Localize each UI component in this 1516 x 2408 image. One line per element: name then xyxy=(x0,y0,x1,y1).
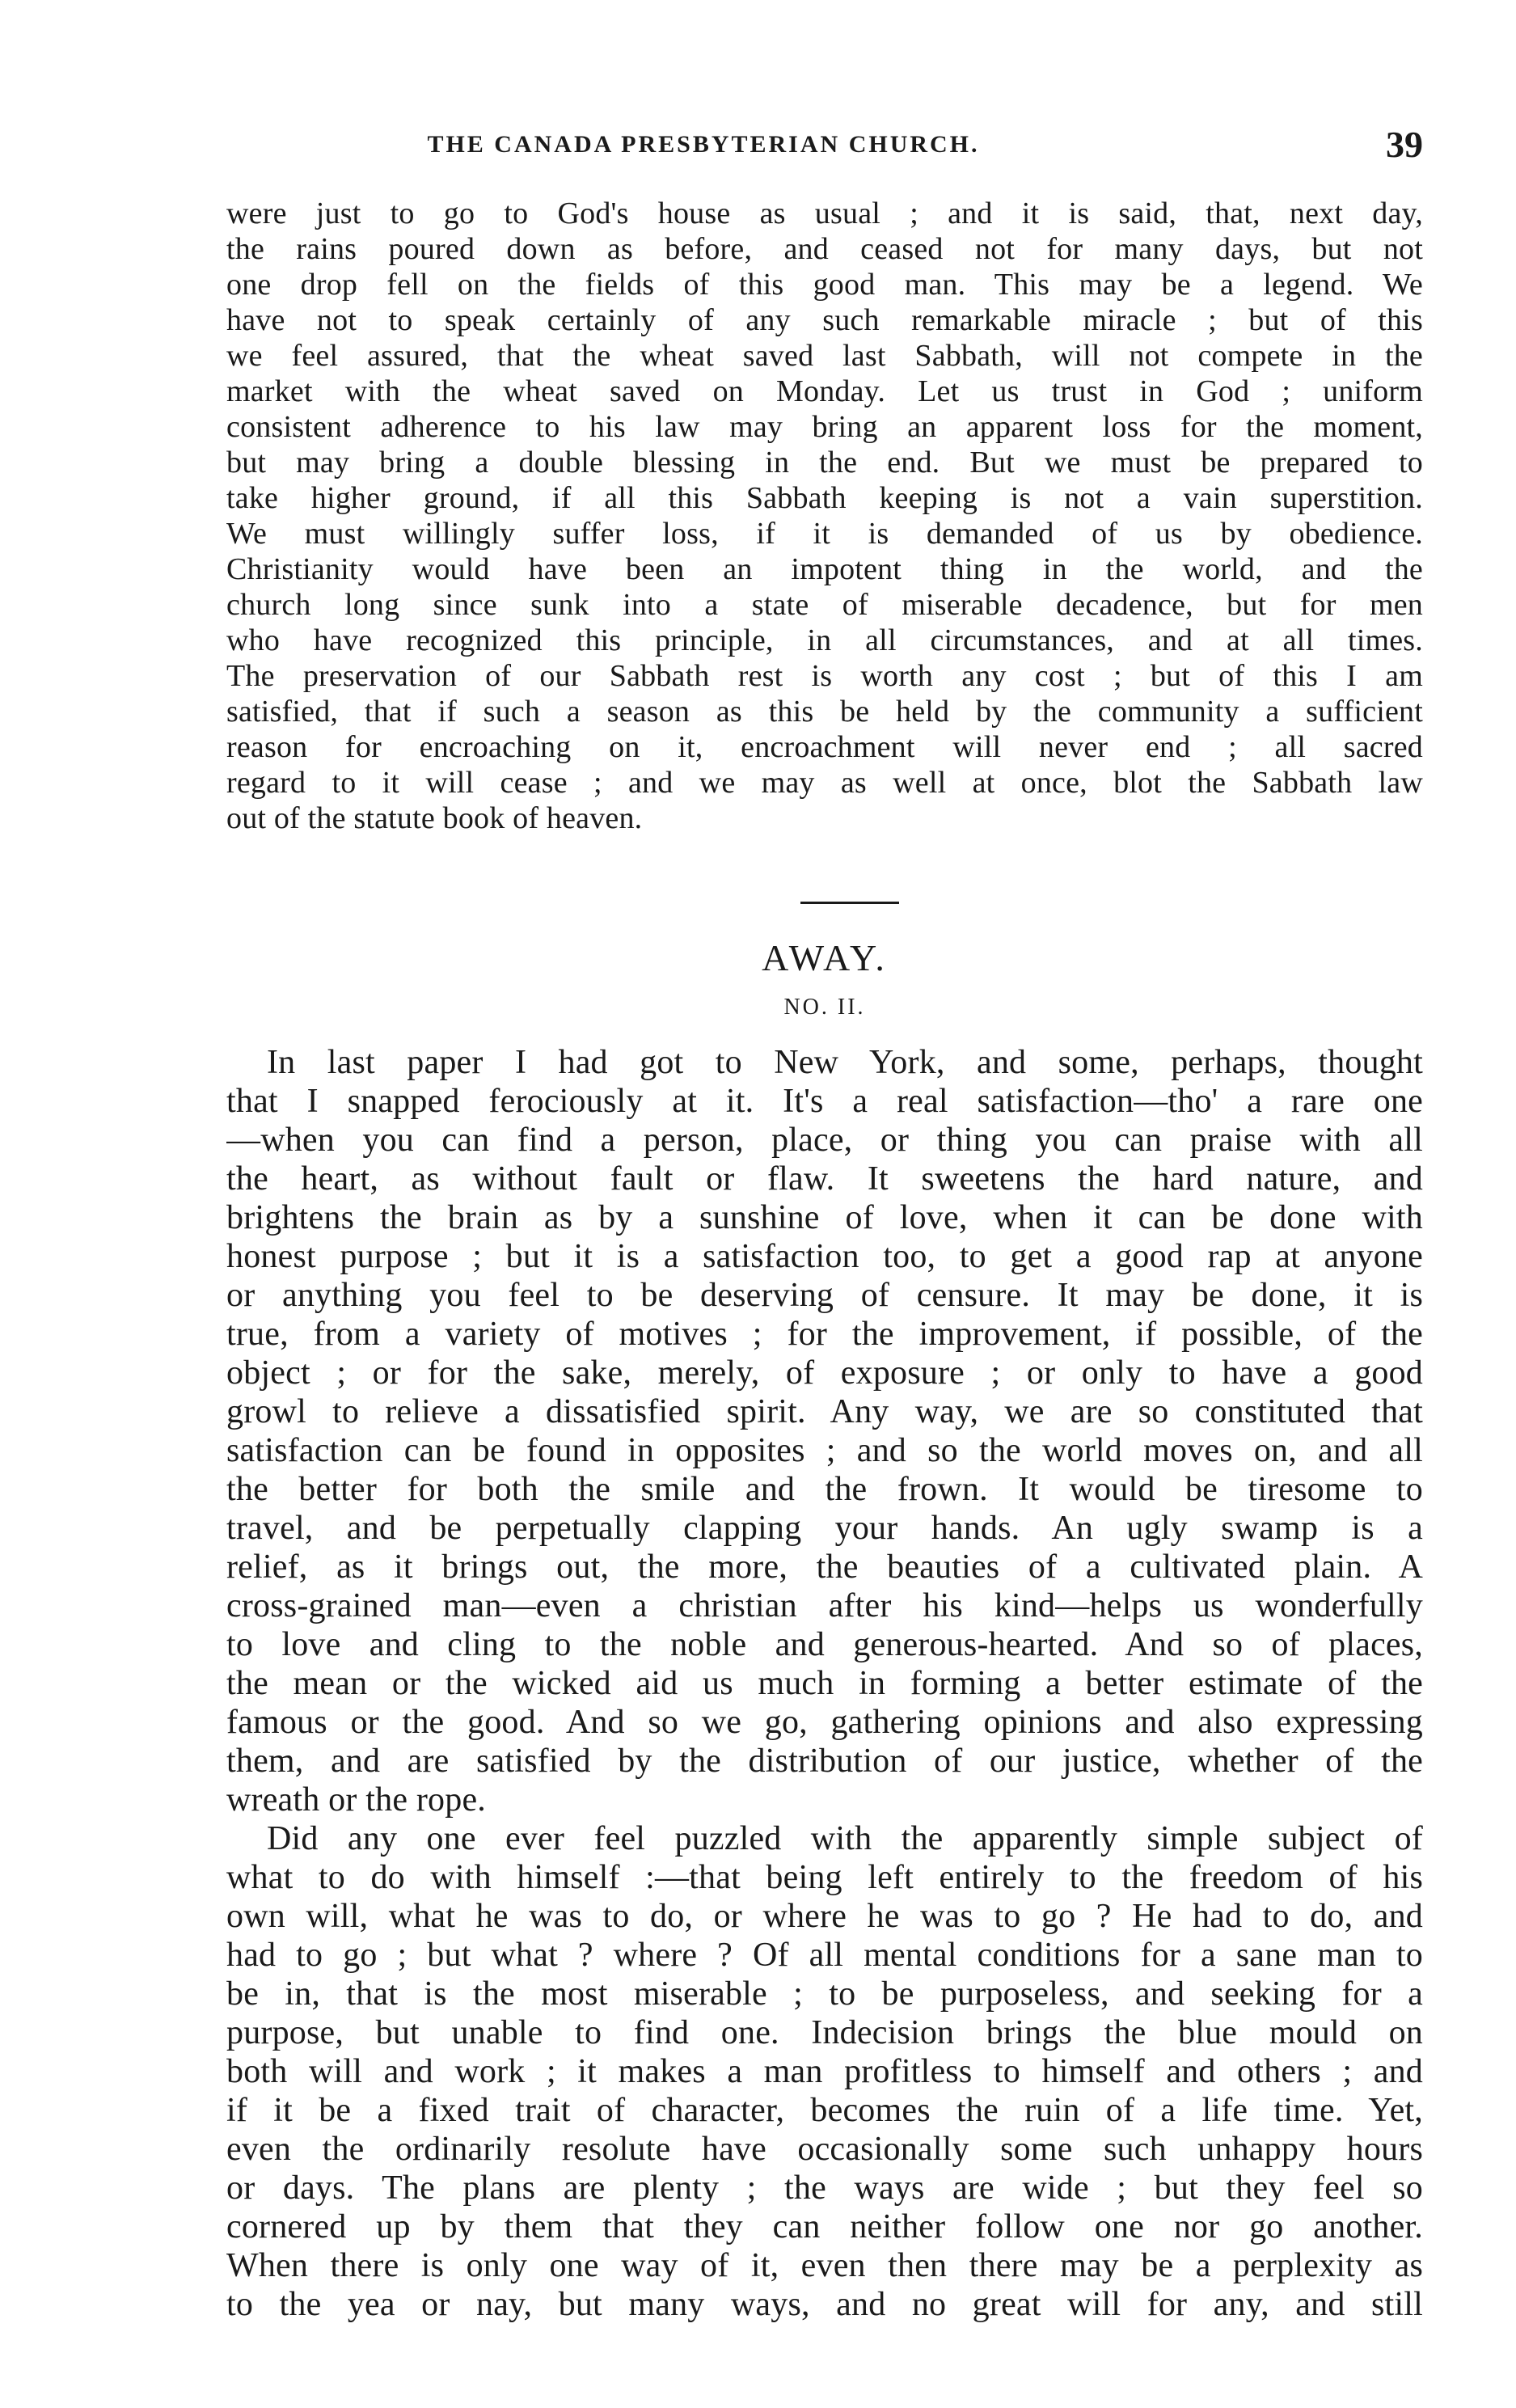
text-line: satisfaction can be found in opposites ; and so the world moves on, and all xyxy=(226,1432,1423,1469)
text-line: had to go ; but what ? where ? Of all mental conditions for a sane man to xyxy=(226,1937,1423,1974)
text-line: Did any one ever feel puzzled with the apparently simple subject of xyxy=(267,1820,1423,1857)
text-line: or anything you feel to be deserving of censure. It may be done, it is xyxy=(226,1277,1423,1314)
text-line: church long since sunk into a state of miserable decadence, but for men xyxy=(226,588,1423,622)
text-line: both will and work ; it makes a man profitless to himself and others ; and xyxy=(226,2053,1423,2090)
text-line: Christianity would have been an impotent thing in the world, and the xyxy=(226,552,1423,586)
text-line: or days. The plans are plenty ; the ways are wide ; but they feel so xyxy=(226,2169,1423,2207)
text-line: even the ordinarily resolute have occasionally some such unhappy hours xyxy=(226,2131,1423,2168)
section-divider xyxy=(800,902,899,904)
text-line: brightens the brain as by a sunshine of love, when it can be done with xyxy=(226,1199,1423,1236)
text-line: were just to go to God's house as usual ; and it is said, that, next day, xyxy=(226,196,1423,230)
text-line: but may bring a double blessing in the end. But we must be prepared to xyxy=(226,446,1423,479)
text-line: growl to relieve a dissatisfied spirit. Any way, we are so constituted that xyxy=(226,1393,1423,1430)
text-line: travel, and be perpetually clapping your hands. An ugly swamp is a xyxy=(226,1510,1423,1547)
text-line: the heart, as without fault or flaw. It sweetens the hard nature, and xyxy=(226,1160,1423,1198)
text-line: market with the wheat saved on Monday. Let us trust in God ; uniform xyxy=(226,374,1423,408)
text-line: —when you can find a person, place, or thing you can praise with all xyxy=(226,1122,1423,1159)
text-line: wreath or the rope. xyxy=(226,1781,486,1819)
text-line: be in, that is the most miserable ; to be purposeless, and seeking for a xyxy=(226,1975,1423,2013)
text-line: the mean or the wicked aid us much in forming a better estimate of the xyxy=(226,1665,1423,1702)
page-header xyxy=(226,123,1423,171)
text-line: honest purpose ; but it is a satisfaction too, to get a good rap at anyone xyxy=(226,1238,1423,1275)
text-line: that I snapped ferociously at it. It's a real satisfaction—tho' a rare one xyxy=(226,1083,1423,1120)
text-line: cross-grained man—even a christian after his kind—helps us wonderfully xyxy=(226,1587,1423,1624)
page-number: 39 xyxy=(1386,124,1423,165)
text-line: own will, what he was to do, or where he was to go ? He had to do, and xyxy=(226,1898,1423,1935)
text-line: have not to speak certainly of any such remarkable miracle ; but of this xyxy=(226,303,1423,337)
text-line: out of the statute book of heaven. xyxy=(226,801,643,835)
text-line: who have recognized this principle, in all circumstances, and at all times. xyxy=(226,623,1423,657)
text-line: famous or the good. And so we go, gathering opinions and also expressing xyxy=(226,1704,1423,1741)
text-line: what to do with himself :—that being left entirely to the freedom of his xyxy=(226,1859,1423,1896)
text-line: consistent adherence to his law may bring an apparent loss for the moment, xyxy=(226,410,1423,444)
text-line: regard to it will cease ; and we may as well at once, blot the Sabbath law xyxy=(226,766,1423,800)
text-line: to the yea or nay, but many ways, and no great will for any, and still xyxy=(226,2286,1423,2323)
text-line: We must willingly suffer loss, if it is demanded of us by obedience. xyxy=(226,517,1423,551)
article-subtitle: NO. II. xyxy=(783,995,866,1020)
text-line: the better for both the smile and the frown. It would be tiresome to xyxy=(226,1471,1423,1508)
article-title: AWAY. xyxy=(762,937,888,978)
text-line: object ; or for the sake, merely, of exposure ; or only to have a good xyxy=(226,1354,1423,1392)
text-line: cornered up by them that they can neither follow one nor go another. xyxy=(226,2208,1423,2245)
text-line: relief, as it brings out, the more, the beauties of a cultivated plain. A xyxy=(226,1548,1423,1586)
text-line: them, and are satisfied by the distribution of our justice, whether of the xyxy=(226,1743,1423,1780)
running-head: THE CANADA PRESBYTERIAN CHURCH. xyxy=(427,131,980,158)
text-line: In last paper I had got to New York, and some, perhaps, thought xyxy=(267,1044,1423,1081)
text-line: The preservation of our Sabbath rest is worth any cost ; but of this I am xyxy=(226,659,1423,693)
text-line: one drop fell on the fields of this good man. This may be a legend. We xyxy=(226,268,1423,302)
text-line: purpose, but unable to find one. Indecision brings the blue mould on xyxy=(226,2014,1423,2051)
text-line: When there is only one way of it, even then there may be a perplexity as xyxy=(226,2247,1423,2284)
text-line: we feel assured, that the wheat saved last Sabbath, will not compete in the xyxy=(226,339,1423,373)
text-line: the rains poured down as before, and ceased not for many days, but not xyxy=(226,232,1423,266)
text-line: true, from a variety of motives ; for the improvement, if possible, of the xyxy=(226,1316,1423,1353)
text-line: reason for encroaching on it, encroachment will never end ; all sacred xyxy=(226,730,1423,764)
text-line: to love and cling to the noble and generous-hearted. And so of places, xyxy=(226,1626,1423,1663)
text-line: take higher ground, if all this Sabbath keeping is not a vain superstition. xyxy=(226,481,1423,515)
text-line: if it be a fixed trait of character, becomes the ruin of a life time. Yet, xyxy=(226,2092,1423,2129)
text-line: satisfied, that if such a season as this be held by the community a sufficient xyxy=(226,695,1423,729)
